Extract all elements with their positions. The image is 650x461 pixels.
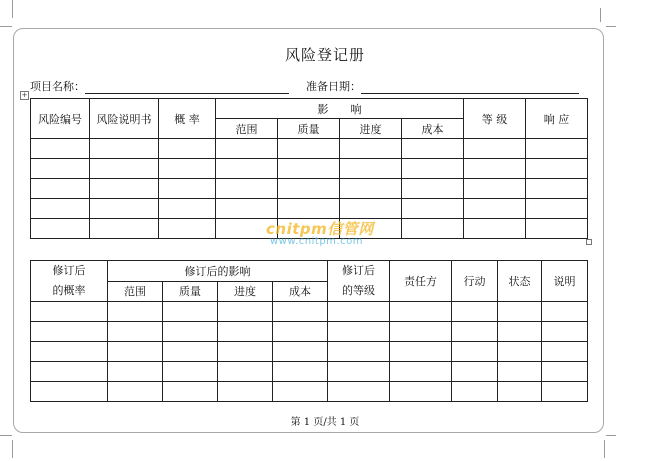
crop-mark-top-right-h bbox=[606, 26, 616, 27]
table-cell[interactable] bbox=[216, 159, 278, 179]
table-cell[interactable] bbox=[464, 159, 526, 179]
table-cell[interactable] bbox=[402, 159, 464, 179]
table-cell[interactable] bbox=[218, 342, 273, 362]
table-row bbox=[31, 139, 588, 159]
header-notes: 说明 bbox=[542, 261, 588, 302]
header-revised-probability-line1: 修订后 bbox=[52, 264, 86, 277]
table-cell[interactable] bbox=[498, 302, 542, 322]
header-probability: 概 率 bbox=[159, 99, 216, 139]
table-cell[interactable] bbox=[390, 382, 452, 402]
table-cell[interactable] bbox=[464, 199, 526, 219]
table-cell[interactable] bbox=[278, 179, 340, 199]
table-cell[interactable] bbox=[31, 342, 108, 362]
table-cell[interactable] bbox=[159, 179, 216, 199]
table-cell[interactable] bbox=[108, 362, 163, 382]
header-revised-cost: 成本 bbox=[273, 281, 328, 302]
crop-mark-top-right bbox=[600, 8, 601, 22]
table-row bbox=[31, 159, 588, 179]
table-cell[interactable] bbox=[163, 322, 218, 342]
header-revised-grade-line1: 修订后 bbox=[342, 264, 375, 277]
table-cell[interactable] bbox=[452, 302, 498, 322]
prep-date-line[interactable] bbox=[361, 81, 579, 94]
table-cell[interactable] bbox=[452, 382, 498, 402]
header-scope: 范围 bbox=[216, 119, 278, 139]
table-cell[interactable] bbox=[108, 322, 163, 342]
table-row bbox=[31, 302, 588, 322]
table-cell[interactable] bbox=[31, 219, 90, 239]
prep-date-field[interactable] bbox=[306, 78, 579, 94]
table-move-handle-icon[interactable]: + bbox=[21, 91, 28, 99]
table-cell[interactable] bbox=[402, 199, 464, 219]
table-cell[interactable] bbox=[216, 139, 278, 159]
crop-mark-top-left-h bbox=[0, 26, 12, 27]
document-title: 风险登记册 bbox=[284, 46, 365, 64]
table-cell[interactable] bbox=[390, 342, 452, 362]
table-cell[interactable] bbox=[452, 362, 498, 382]
revision-header-row-1 bbox=[31, 261, 588, 282]
table-cell[interactable] bbox=[278, 199, 340, 219]
table-cell[interactable] bbox=[218, 382, 273, 402]
table-cell[interactable] bbox=[402, 219, 464, 239]
table-row bbox=[31, 342, 588, 362]
table-cell[interactable] bbox=[452, 322, 498, 342]
table-cell[interactable] bbox=[278, 159, 340, 179]
table-row bbox=[31, 382, 588, 402]
table-cell[interactable] bbox=[163, 362, 218, 382]
header-revised-probability-line2: 的概率 bbox=[52, 284, 86, 297]
table-row bbox=[31, 199, 588, 219]
table-cell[interactable] bbox=[90, 199, 159, 219]
table-cell[interactable] bbox=[498, 362, 542, 382]
header-risk-id: 风险编号 bbox=[31, 99, 90, 139]
table-cell[interactable] bbox=[390, 302, 452, 322]
table-cell[interactable] bbox=[542, 322, 588, 342]
table-cell[interactable] bbox=[402, 179, 464, 199]
header-revised-probability bbox=[31, 261, 108, 302]
table-row bbox=[31, 362, 588, 382]
table-cell[interactable] bbox=[328, 362, 390, 382]
table-cell[interactable] bbox=[90, 139, 159, 159]
table-cell[interactable] bbox=[108, 342, 163, 362]
table-cell[interactable] bbox=[273, 302, 328, 322]
table-cell[interactable] bbox=[31, 179, 90, 199]
table-cell[interactable] bbox=[159, 139, 216, 159]
table-cell[interactable] bbox=[328, 342, 390, 362]
table-cell[interactable] bbox=[526, 199, 588, 219]
header-response: 响 应 bbox=[526, 99, 588, 139]
table-cell[interactable] bbox=[159, 219, 216, 239]
header-revised-impact: 修订后的影响 bbox=[108, 261, 328, 282]
table-cell[interactable] bbox=[278, 139, 340, 159]
table-cell[interactable] bbox=[542, 382, 588, 402]
table-cell[interactable] bbox=[340, 139, 402, 159]
header-impact: 影 响 bbox=[216, 99, 464, 119]
header-status: 状态 bbox=[498, 261, 542, 302]
header-quality: 质量 bbox=[278, 119, 340, 139]
table-cell[interactable] bbox=[498, 322, 542, 342]
table-cell[interactable] bbox=[216, 199, 278, 219]
table-cell[interactable] bbox=[273, 362, 328, 382]
watermark-url: www.cnitpm.com bbox=[270, 236, 363, 247]
table-cell[interactable] bbox=[464, 179, 526, 199]
header-revised-scope: 范围 bbox=[108, 281, 163, 302]
table-cell[interactable] bbox=[216, 179, 278, 199]
table-cell[interactable] bbox=[163, 302, 218, 322]
table-cell[interactable] bbox=[390, 362, 452, 382]
header-revised-grade bbox=[328, 261, 390, 302]
table-cell[interactable] bbox=[542, 362, 588, 382]
table-cell[interactable] bbox=[90, 179, 159, 199]
table-cell[interactable] bbox=[218, 302, 273, 322]
table-cell[interactable] bbox=[31, 199, 90, 219]
crop-mark-bottom-right bbox=[604, 440, 605, 458]
table-cell[interactable] bbox=[328, 302, 390, 322]
header-cost: 成本 bbox=[402, 119, 464, 139]
table-cell[interactable] bbox=[498, 382, 542, 402]
table-cell[interactable] bbox=[273, 322, 328, 342]
crop-mark-bottom-right-h bbox=[606, 435, 616, 436]
header-schedule: 进度 bbox=[340, 119, 402, 139]
table-cell[interactable] bbox=[328, 382, 390, 402]
table-cell[interactable] bbox=[340, 159, 402, 179]
table-cell[interactable] bbox=[218, 362, 273, 382]
prep-date-label: 准备日期： bbox=[306, 80, 361, 93]
table-cell[interactable] bbox=[31, 362, 108, 382]
revision-table bbox=[30, 260, 588, 402]
table-cell[interactable] bbox=[108, 382, 163, 402]
table-cell[interactable] bbox=[159, 159, 216, 179]
table-cell[interactable] bbox=[464, 219, 526, 239]
table-cell[interactable] bbox=[108, 302, 163, 322]
table-cell[interactable] bbox=[452, 342, 498, 362]
header-owner: 责任方 bbox=[390, 261, 452, 302]
table-cell[interactable] bbox=[340, 199, 402, 219]
table-cell[interactable] bbox=[31, 139, 90, 159]
table-cell[interactable] bbox=[464, 139, 526, 159]
table-cell[interactable] bbox=[218, 322, 273, 342]
header-revised-schedule: 进度 bbox=[218, 281, 273, 302]
table-cell[interactable] bbox=[163, 342, 218, 362]
table-cell[interactable] bbox=[390, 322, 452, 342]
table-cell[interactable] bbox=[31, 322, 108, 342]
table-cell[interactable] bbox=[526, 139, 588, 159]
watermark-logo: cnitpm信管网 bbox=[266, 220, 374, 238]
table-cell[interactable] bbox=[90, 159, 159, 179]
table-cell[interactable] bbox=[340, 179, 402, 199]
project-name-line[interactable] bbox=[85, 81, 289, 94]
table-cell[interactable] bbox=[90, 219, 159, 239]
header-action: 行动 bbox=[452, 261, 498, 302]
project-name-field[interactable] bbox=[30, 78, 289, 94]
header-grade: 等 级 bbox=[464, 99, 526, 139]
table-cell[interactable] bbox=[159, 199, 216, 219]
header-row-1 bbox=[31, 99, 588, 119]
table-cell[interactable] bbox=[31, 159, 90, 179]
table-cell[interactable] bbox=[31, 302, 108, 322]
table-row bbox=[31, 179, 588, 199]
table-cell[interactable] bbox=[163, 382, 218, 402]
table-cell[interactable] bbox=[273, 342, 328, 362]
table-cell[interactable] bbox=[402, 139, 464, 159]
project-name-label: 项目名称： bbox=[30, 80, 85, 93]
header-revised-grade-line2: 的等级 bbox=[342, 284, 375, 297]
table-row bbox=[31, 322, 588, 342]
table-cell[interactable] bbox=[542, 342, 588, 362]
table-cell[interactable] bbox=[526, 179, 588, 199]
table-resize-handle[interactable] bbox=[586, 239, 592, 245]
table-cell[interactable] bbox=[498, 342, 542, 362]
table-cell[interactable] bbox=[542, 302, 588, 322]
crop-mark-bottom-left bbox=[12, 440, 13, 458]
table-cell[interactable] bbox=[526, 159, 588, 179]
table-cell[interactable] bbox=[273, 382, 328, 402]
table-cell[interactable] bbox=[526, 219, 588, 239]
table-cell[interactable] bbox=[328, 322, 390, 342]
crop-mark-top-left bbox=[12, 0, 13, 18]
crop-mark-bottom-left-h bbox=[0, 435, 12, 436]
page-number: 第 1 页/共 1 页 bbox=[290, 417, 360, 428]
header-revised-quality: 质量 bbox=[163, 281, 218, 302]
header-risk-description: 风险说明书 bbox=[90, 99, 159, 139]
table-cell[interactable] bbox=[31, 382, 108, 402]
